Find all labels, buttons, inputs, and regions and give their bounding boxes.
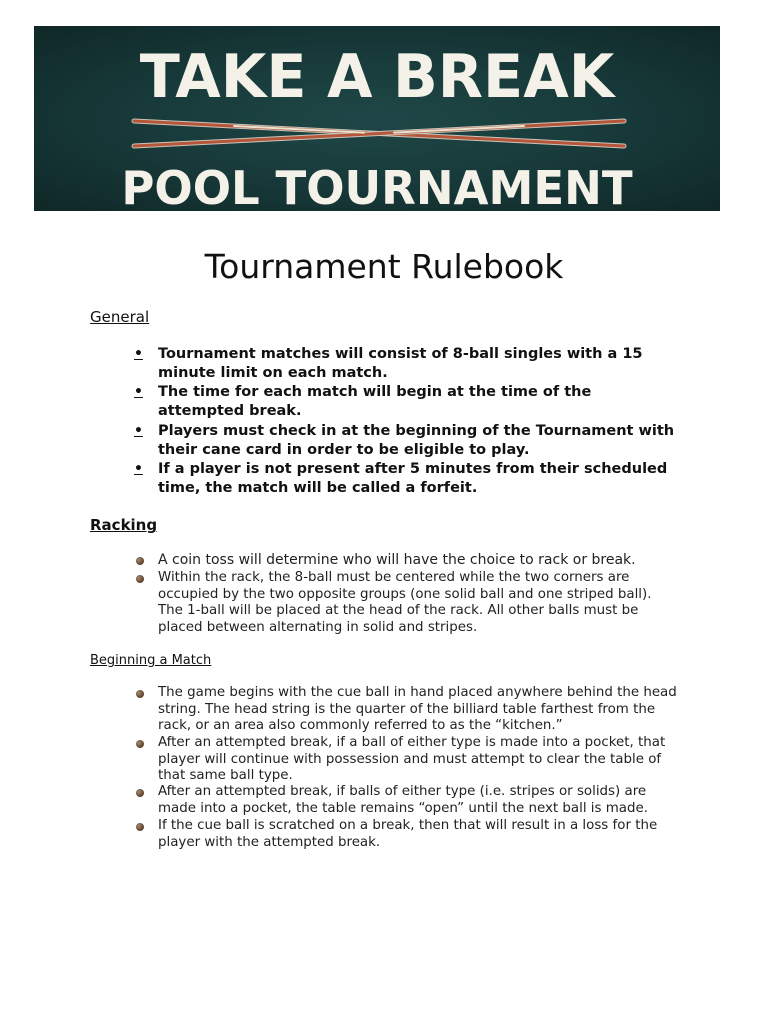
billiard-ball-bullet-icon [136, 740, 144, 748]
billiard-ball-bullet-icon [136, 823, 144, 831]
bullet-icon: • [134, 346, 143, 362]
billiard-ball-bullet-icon [136, 557, 144, 565]
section-heading-racking: Racking [90, 516, 158, 534]
billiard-ball-bullet-icon [136, 789, 144, 797]
banner-title: TAKE A BREAK [139, 42, 615, 112]
header-banner [34, 26, 720, 211]
list-item-text: Within the rack, the 8-ball must be centered while the two corners are occupied by the two opposite groups (one solid ball and one striped ball). The 1-ball will be placed at the head of the rack. All other balls must be placed between alternating in solid and stripes. [158, 570, 652, 635]
billiard-ball-bullet-icon [136, 575, 144, 583]
list-item-text: Players must check in at the beginning of the Tournament with their cane card in order to be eligible to play. [158, 423, 675, 458]
list-item-text: The time for each match will begin at the time of the attempted break. [158, 384, 592, 419]
billiard-ball-bullet-icon [136, 690, 144, 698]
list-item-text: After an attempted break, if balls of either type (i.e. stripes or solids) are made into a pocket, the table remains “open” until the next ball is made. [158, 784, 649, 816]
section-heading-beginning-a-match: Beginning a Match [90, 653, 212, 668]
page-title: Tournament Rulebook [204, 247, 564, 286]
section-heading-general: General [90, 308, 150, 326]
bullet-icon: • [134, 384, 143, 400]
banner-subtitle: POOL TOURNAMENT [121, 161, 633, 211]
list-item-text: A coin toss will determine who will have the choice to rack or break. [158, 552, 636, 568]
list-item-text: If the cue ball is scratched on a break, then that will result in a loss for the player with the attempted break. [158, 818, 658, 850]
bullet-icon: • [134, 423, 143, 439]
list-item-text: Tournament matches will consist of 8-ball singles with a 15 minute limit on each match. [158, 346, 643, 381]
bullet-icon: • [134, 461, 143, 477]
list-item-text: After an attempted break, if a ball of either type is made into a pocket, that player will continue with possession and must attempt to clear the table of that same ball type. [158, 735, 666, 783]
list-item-text: If a player is not present after 5 minutes from their scheduled time, the match will be called a forfeit. [158, 461, 668, 496]
list-item-text: The game begins with the cue ball in hand placed anywhere behind the head string. The head string is the quarter of the billiard table farthest from the rack, or an area also commonly referred to as the “kitchen.” [158, 685, 677, 733]
